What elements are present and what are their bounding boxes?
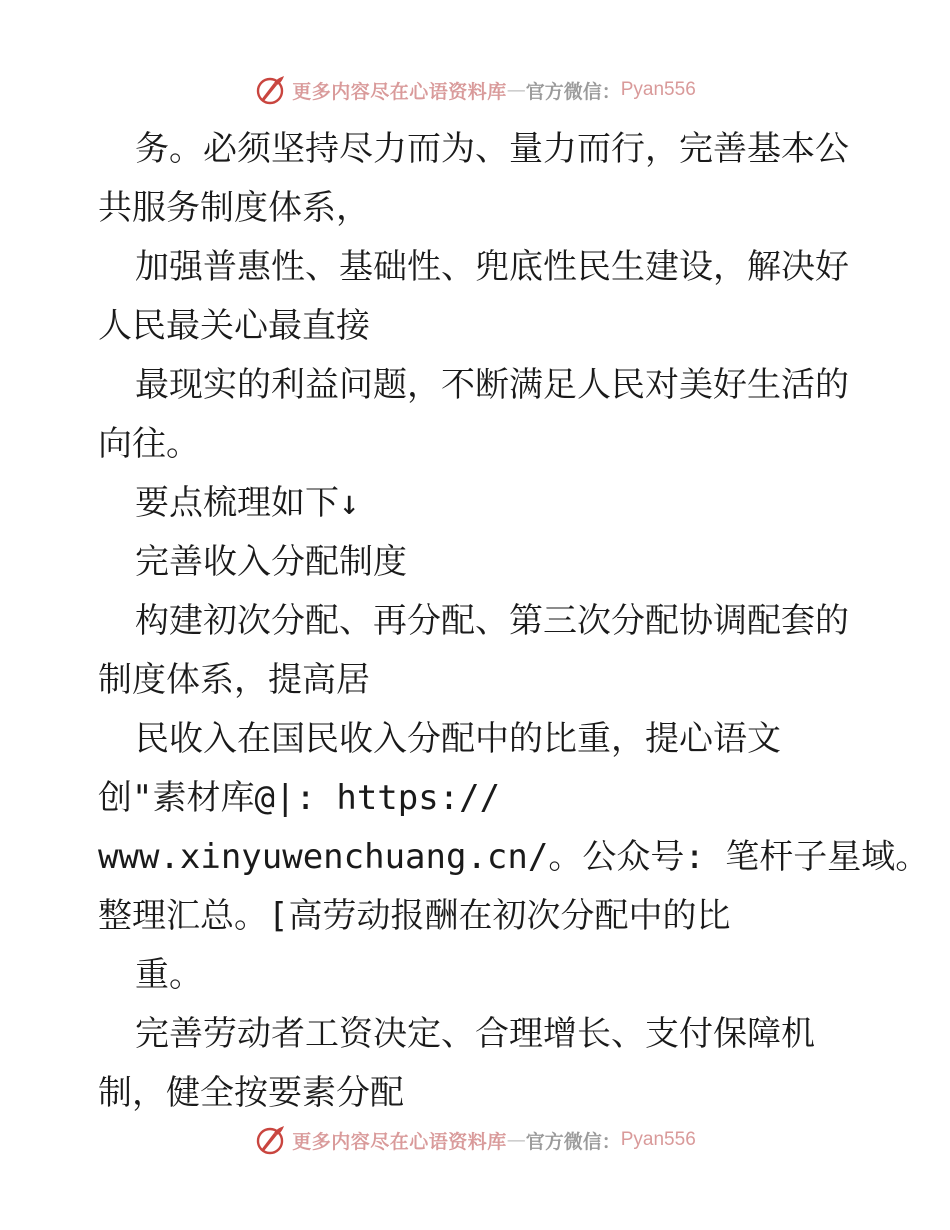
text-line: 加强普惠性、基础性、兜底性民生建设，解决好	[135, 247, 849, 287]
text-line: 要点梳理如下↓	[135, 483, 360, 523]
text-line: 最现实的利益问题，不断满足人民对美好生活的	[135, 365, 849, 405]
banner-title: 更多内容尽在心语资料库	[292, 1130, 507, 1153]
banner-wechat-id: Pyan556	[620, 1129, 696, 1150]
footer-banner	[0, 1118, 950, 1162]
header-banner-content	[254, 74, 696, 106]
text-line: 重。	[135, 955, 203, 995]
document-body	[98, 120, 930, 1123]
text-line: 共服务制度体系，	[98, 188, 370, 228]
text-line: 整理汇总。[高劳动报酬在初次分配中的比	[98, 896, 731, 936]
section-heading: 完善收入分配制度	[135, 542, 407, 582]
text-line: www.xinyuwenchuang.cn/。公众号: 笔杆子星域。	[98, 837, 930, 877]
text-line: 制度体系，提高居	[98, 660, 370, 700]
text-line: 创"素材库@|: https://	[98, 778, 501, 818]
banner-dash: —	[506, 1129, 526, 1151]
banner-dash: —	[506, 79, 526, 101]
header-banner	[0, 68, 950, 112]
banner-title: 更多内容尽在心语资料库	[292, 80, 507, 103]
text-line: 完善劳动者工资决定、合理增长、支付保障机	[135, 1014, 815, 1054]
banner-wechat-id: Pyan556	[620, 79, 696, 100]
text-line: 制，健全按要素分配	[98, 1073, 404, 1113]
banner-wechat-label: 官方微信：	[525, 1130, 621, 1153]
quill-logo-icon	[254, 74, 286, 106]
text-line: 人民最关心最直接	[98, 306, 370, 346]
footer-banner-content	[254, 1124, 696, 1156]
text-line: 向往。	[98, 424, 200, 464]
text-line: 构建初次分配、再分配、第三次分配协调配套的	[135, 601, 849, 641]
text-line: 民收入在国民收入分配中的比重，提心语文	[135, 719, 781, 759]
text-line: 务。必须坚持尽力而为、量力而行，完善基本公	[135, 129, 849, 169]
quill-logo-icon	[254, 1124, 286, 1156]
banner-wechat-label: 官方微信：	[525, 80, 621, 103]
